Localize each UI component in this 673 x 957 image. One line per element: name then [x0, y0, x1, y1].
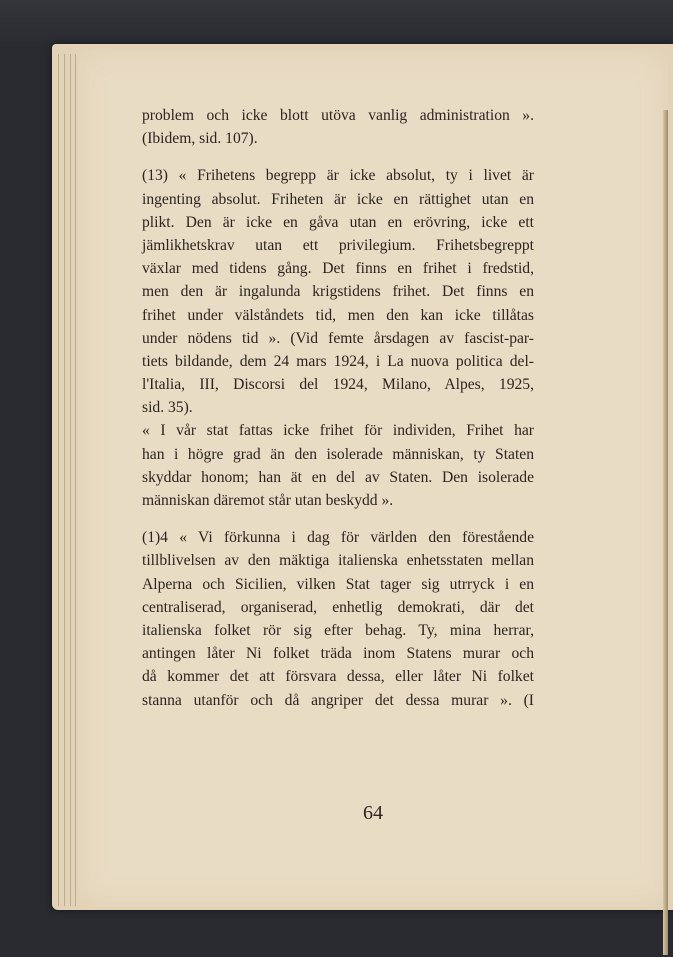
- text-line: då kommer det att försvara dessa, eller låter Ni folket: [142, 668, 534, 686]
- page-edge-line: [58, 54, 59, 906]
- text-line: frihet under välståndets tid, men den kan icke tillåtas: [142, 306, 534, 324]
- text-line: centraliserad, organiserad, enhetlig demokrati, där det: [142, 598, 534, 616]
- page-text: [142, 104, 534, 712]
- text-line: (Ibidem, sid. 107).: [142, 130, 258, 148]
- page-right-edge: [663, 110, 668, 955]
- text-line: människan däremot står utan beskydd ».: [142, 492, 394, 509]
- page-edge-line: [70, 54, 71, 906]
- text-line: italienska folket rör sig efter behag. Ty, mina herrar,: [142, 621, 534, 639]
- text-line: problem och icke blott utöva vanlig administration ».: [142, 107, 534, 124]
- text-line: sid. 35).: [142, 399, 193, 417]
- paragraph: [142, 164, 534, 512]
- scan-backdrop: [0, 0, 673, 48]
- page-number: 64: [363, 802, 383, 824]
- text-line: (13) « Frihetens begrepp är icke absolut, ty i livet är: [142, 167, 534, 185]
- text-line: tiets bildande, dem 24 mars 1924, i La nuova politica del-: [142, 352, 534, 370]
- text-line: antingen låter Ni folket träda inom Statens murar och: [142, 645, 534, 663]
- text-line: under nödens tid ». (Vid femte årsdagen av fascist-par-: [142, 329, 534, 347]
- paragraph: [142, 526, 534, 712]
- page-edge-line: [75, 54, 76, 906]
- page-edge-line: [64, 54, 65, 906]
- text-line: tillblivelsen av den mäktiga italienska enhetsstaten mellan: [142, 552, 534, 570]
- text-line: plikt. Den är icke en gåva utan en erövring, icke ett: [142, 213, 534, 231]
- text-line: Alperna och Sicilien, vilken Stat tager sig utrryck i en: [142, 575, 534, 593]
- text-line: « I vår stat fattas icke frihet för individen, Frihet har: [142, 422, 534, 440]
- text-line: (1)4 « Vi förkunna i dag för världen den förestående: [142, 529, 534, 547]
- text-line: ingenting absolut. Friheten är icke en rättighet utan en: [142, 190, 534, 208]
- text-line: jämlikhetskrav utan ett privilegium. Frihetsbegreppt: [142, 236, 534, 254]
- text-line: stanna utanför och då angriper det dessa murar ». (I: [142, 691, 534, 709]
- text-line: l'Italia, III, Discorsi del 1924, Milano, Alpes, 1925,: [142, 376, 534, 394]
- text-line: men den är ingalunda krigstidens frihet. Det finns en: [142, 283, 534, 301]
- text-line: han i högre grad än den isolerade människan, ty Staten: [142, 445, 534, 463]
- paragraph: [142, 104, 534, 150]
- text-line: växlar med tidens gång. Det finns en frihet i fredstid,: [142, 260, 534, 278]
- text-line: skyddar honom; han ät en del av Staten. Den isolerade: [142, 468, 534, 486]
